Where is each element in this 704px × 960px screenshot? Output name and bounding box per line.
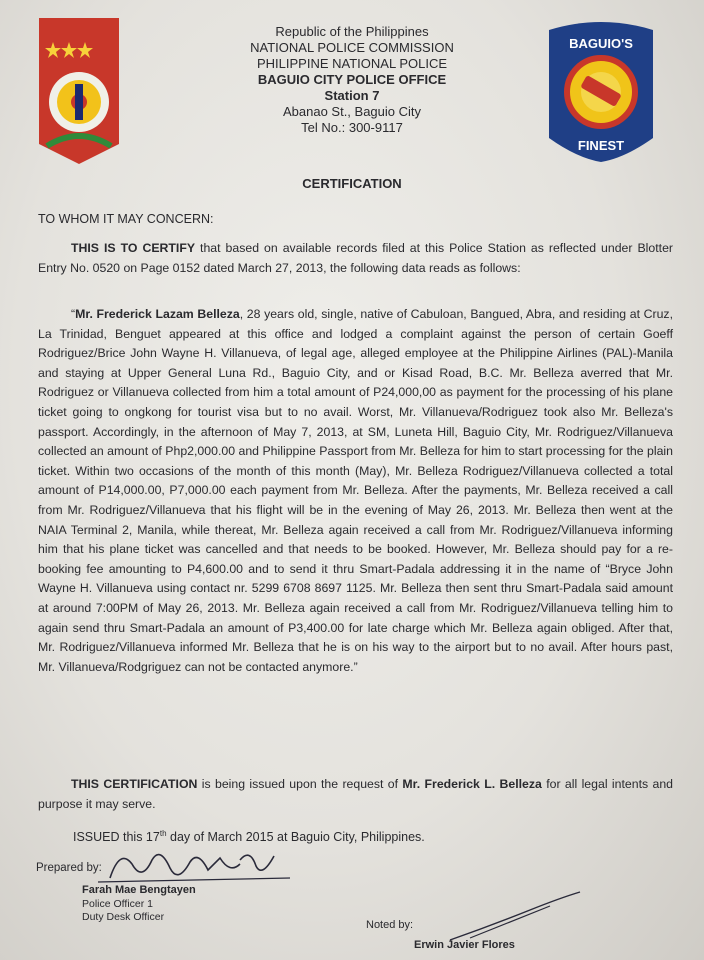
letterhead-station: Station 7	[324, 88, 380, 103]
signature-icon	[440, 886, 590, 946]
prepared-by-rank: Police Officer 1	[82, 898, 154, 910]
letterhead-napolcom: NATIONAL POLICE COMMISSION	[250, 40, 454, 55]
letterhead	[0, 24, 704, 136]
letterhead-office: BAGUIO CITY POLICE OFFICE	[257, 72, 447, 87]
badge-top-text: BAGUIO'S	[569, 36, 633, 51]
certify-text: that based on available records filed at this Police Station as reflected under Blotter Entry No. 0520 on Page 0152 dated March 27, 2013, the following data reads as follows:	[38, 241, 673, 275]
issuance-paragraph	[38, 775, 673, 814]
blotter-open-quote: “	[71, 307, 76, 321]
prepared-by-position: Duty Desk Officer	[82, 911, 165, 923]
document-title: CERTIFICATION	[302, 176, 402, 191]
blotter-entry-paragraph	[38, 305, 673, 677]
issuance-mid: is being issued upon the request of	[197, 777, 403, 791]
letterhead-pnp: PHILIPPINE NATIONAL POLICE	[257, 56, 447, 71]
badge-bottom-text: FINEST	[577, 138, 625, 153]
issued-post: day of March 2015 at Baguio City, Philippines.	[166, 830, 425, 845]
letterhead-republic: Republic of the Philippines	[275, 24, 429, 39]
issuance-tail: for all legal intents and purpose it may serve.	[38, 777, 673, 811]
requester-name: Mr. Frederick L. Belleza	[402, 777, 542, 791]
letterhead-address: Abanao St., Baguio City	[282, 104, 422, 119]
issuance-lead: THIS CERTIFICATION	[71, 777, 198, 791]
noted-by-label: Noted by:	[366, 919, 414, 931]
prepared-by-label: Prepared by:	[36, 862, 102, 874]
noted-by-name: Erwin Javier Flores	[414, 939, 515, 951]
issued-pre: ISSUED this 17	[73, 830, 160, 845]
blotter-text: , 28 years old, single, native of Cabuloan, Bangued, Abra, and residing at Cruz, La Trinidad, Benguet appeared at this office and lodged a complaint against the person of certain Goeff Rodriguez/Brice John Wayne H. Villanueva, of legal age, alleged employee at the Philippine Airlines (PAL)-Manila and staying at Upper General Luna Rd., Baguio City, and or Kisad Road, B.C. Mr. Belleza averred that Mr. Rodriguez or Villanueva collected from him a total amount of P24,000,00 as payment for the processing of his plane ticket going to ongkong for tourist visa but to no avail. Worst, Mr. Villanueva/Rodriguez took also Mr. Belleza's passport. Accordingly, in the afternoon of May 7, 2013, at SM, Luneta Hill, Baguio City, Mr. Rodriguez/Villanueva collected an amount of Php2,000.00 and Philippine Passport from Mr. Belleza for him to start processing for the plain ticket. Within two occasions of the month of this month (May), Mr. Belleza Rodriguez/Villanueva collected a total amount of P14,000.00, P7,000.00 each payment from Mr. Belleza. After the payments, Mr. Belleza received a call from Mr. Rodriguez/Villanueva that his flight will be in the evening of May 26, 2013. Mr. Belleza then went at the NAIA Terminal 2, Manila, while thereat, Mr. Belleza again received a call from Mr. Rodriguez/Villanueva informing him that his plane ticket was cancelled and that needs to be booked. However, Mr. Belleza should pay for a re-booking fee amounting to P4,600.00 and to send it thru Smart-Padala addressing it in the name of “Bryce John Wayne H. Villanueva using contact nr. 5299 6708 8697 1125. Mr. Belleza then sent thru Smart-Padala said amount at around 7:00PM of May 26, 2013. Mr. Belleza again received a call from Mr. Rodriguez/Villanueva telling him to again send thru Smart-Padala an amount of P3,400.00 for late charge which Mr. Belleza again obliged. After that, Mr. Rodriguez/Villanueva informed Mr. Belleza that he is on his way to the airport but to no avail. After hours past, Mr. Villanueva/Rodgriguez can not be contacted anymore.”	[38, 307, 673, 674]
letterhead-telephone: Tel No.: 300-9117	[301, 120, 403, 135]
salutation: TO WHOM IT MAY CONCERN:	[38, 212, 214, 226]
certify-paragraph	[38, 239, 673, 278]
complainant-name: Mr. Frederick Lazam Belleza	[75, 307, 240, 321]
certify-lead: THIS IS TO CERTIFY	[71, 241, 196, 255]
prepared-by-name: Farah Mae Bengtayen	[82, 884, 196, 896]
issued-sup: th	[159, 829, 167, 838]
